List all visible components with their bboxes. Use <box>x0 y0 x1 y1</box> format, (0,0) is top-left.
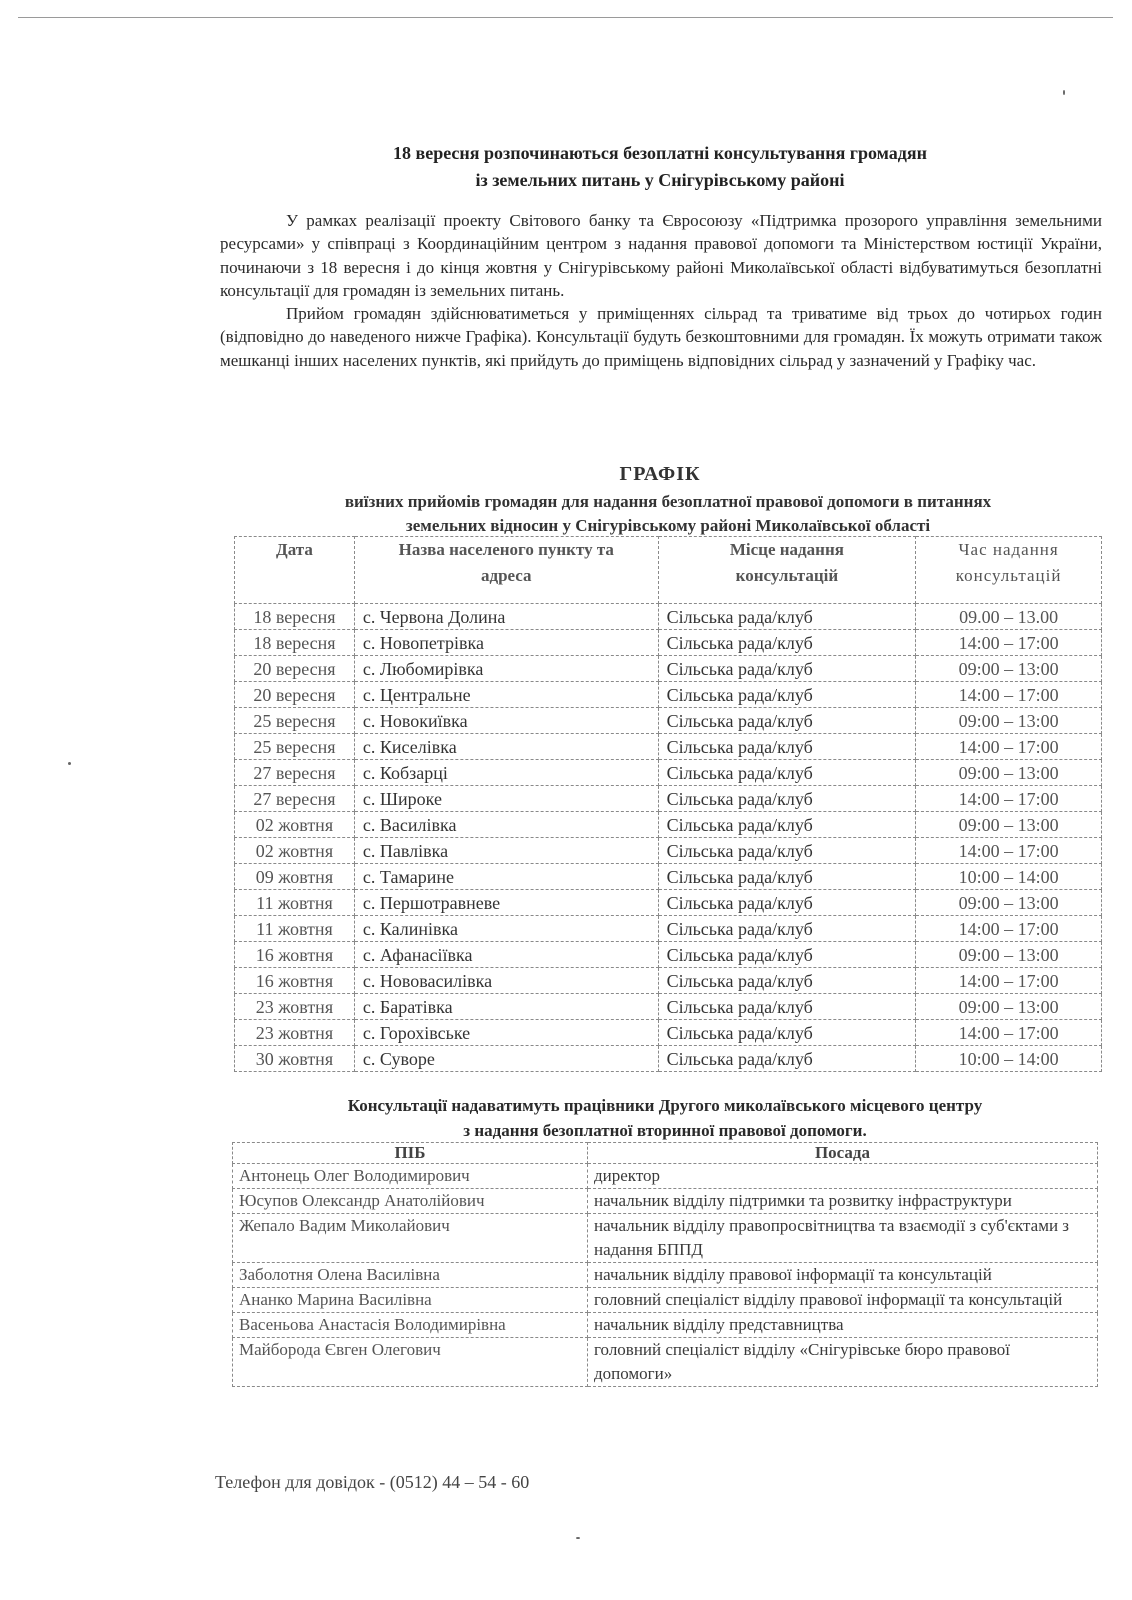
row-venue: Сільська рада/клуб <box>658 968 916 994</box>
row-place: с. Тамарине <box>354 864 658 890</box>
schedule-row <box>235 630 1102 656</box>
row-place: с. Киселівка <box>354 734 658 760</box>
row-venue: Сільська рада/клуб <box>658 630 916 656</box>
row-time: 14:00 – 17:00 <box>916 734 1102 760</box>
title-line-1: 18 вересня розпочинаються безоплатні консультування громадян <box>392 143 927 163</box>
staff-name: Антонець Олег Володимирович <box>233 1164 588 1189</box>
row-date: 20 вересня <box>235 656 355 682</box>
schedule-row <box>235 786 1102 812</box>
schedule-table <box>234 536 1102 1072</box>
schedule-row <box>235 968 1102 994</box>
header-time-line-1: Час надання <box>958 540 1059 559</box>
row-venue: Сільська рада/клуб <box>658 682 916 708</box>
staff-header-row <box>233 1143 1098 1164</box>
schedule-header-row <box>235 537 1102 604</box>
schedule-row <box>235 682 1102 708</box>
schedule-subtitle-line-2: земельних відносин у Снігурівському районі Миколаївської області <box>405 516 931 535</box>
row-place: с. Центральне <box>354 682 658 708</box>
schedule-row <box>235 916 1102 942</box>
header-date <box>235 537 355 604</box>
row-place: с. Кобзарці <box>354 760 658 786</box>
schedule-row <box>235 838 1102 864</box>
row-time: 09:00 – 13:00 <box>916 708 1102 734</box>
row-time: 14:00 – 17:00 <box>916 916 1102 942</box>
schedule-title: ГРАФІК <box>619 463 701 485</box>
header-time <box>916 537 1102 604</box>
schedule-row <box>235 1020 1102 1046</box>
staff-name: Васеньова Анастасія Володимирівна <box>233 1313 588 1338</box>
staff-row <box>233 1313 1098 1338</box>
row-date: 02 жовтня <box>235 838 355 864</box>
staff-table <box>232 1142 1098 1387</box>
header-venue-line-1: Місце надання <box>729 540 844 559</box>
scan-speck <box>1063 90 1065 95</box>
row-date: 11 жовтня <box>235 890 355 916</box>
row-date: 09 жовтня <box>235 864 355 890</box>
row-time: 14:00 – 17:00 <box>916 1020 1102 1046</box>
row-date: 11 жовтня <box>235 916 355 942</box>
staff-position: головний спеціаліст відділу «Снігурівське бюро правової допомоги» <box>588 1338 1098 1387</box>
staff-name: Юсупов Олександр Анатолійович <box>233 1189 588 1214</box>
row-place: с. Суворе <box>354 1046 658 1072</box>
row-place: с. Першотравневе <box>354 890 658 916</box>
row-time: 09:00 – 13:00 <box>916 994 1102 1020</box>
schedule-subtitle-line-1: виїзних прийомів громадян для надання безоплатної правової допомоги в питаннях <box>344 492 992 511</box>
row-venue: Сільська рада/клуб <box>658 838 916 864</box>
staff-name: Жепало Вадим Миколайович <box>233 1214 588 1263</box>
schedule-row <box>235 734 1102 760</box>
row-date: 18 вересня <box>235 630 355 656</box>
row-place: с. Калинівка <box>354 916 658 942</box>
row-venue: Сільська рада/клуб <box>658 942 916 968</box>
staff-body <box>233 1164 1098 1387</box>
row-place: с. Баратівка <box>354 994 658 1020</box>
staff-row <box>233 1263 1098 1288</box>
row-venue: Сільська рада/клуб <box>658 994 916 1020</box>
row-place: с. Афанасіївка <box>354 942 658 968</box>
staff-title-line-1: Консультації надаватимуть працівники Другого миколаївського місцевого центру <box>347 1096 983 1115</box>
header-date-label: Дата <box>276 540 313 559</box>
title-line-2: із земельних питань у Снігурівському районі <box>475 170 845 190</box>
header-time-line-2: консультацій <box>955 566 1062 585</box>
schedule-row <box>235 656 1102 682</box>
row-time: 09:00 – 13:00 <box>916 760 1102 786</box>
row-date: 18 вересня <box>235 604 355 630</box>
row-time: 09.00 – 13.00 <box>916 604 1102 630</box>
row-time: 14:00 – 17:00 <box>916 838 1102 864</box>
row-venue: Сільська рада/клуб <box>658 1046 916 1072</box>
row-time: 09:00 – 13:00 <box>916 942 1102 968</box>
row-venue: Сільська рада/клуб <box>658 786 916 812</box>
row-venue: Сільська рада/клуб <box>658 890 916 916</box>
row-time: 14:00 – 17:00 <box>916 682 1102 708</box>
row-venue: Сільська рада/клуб <box>658 760 916 786</box>
row-venue: Сільська рада/клуб <box>658 916 916 942</box>
row-place: с. Нововасилівка <box>354 968 658 994</box>
staff-row <box>233 1189 1098 1214</box>
row-place: с. Новокиївка <box>354 708 658 734</box>
row-date: 16 жовтня <box>235 968 355 994</box>
scan-speck <box>68 762 71 765</box>
staff-row <box>233 1164 1098 1189</box>
row-venue: Сільська рада/клуб <box>658 812 916 838</box>
row-venue: Сільська рада/клуб <box>658 656 916 682</box>
schedule-row <box>235 1046 1102 1072</box>
staff-row <box>233 1214 1098 1263</box>
row-date: 23 жовтня <box>235 994 355 1020</box>
staff-row <box>233 1338 1098 1387</box>
header-name: ПІБ <box>233 1143 588 1164</box>
document-title <box>220 140 1100 194</box>
row-time: 09:00 – 13:00 <box>916 812 1102 838</box>
schedule-row <box>235 604 1102 630</box>
row-place: с. Любомирівка <box>354 656 658 682</box>
staff-name: Ананко Марина Василівна <box>233 1288 588 1313</box>
row-place: с. Павлівка <box>354 838 658 864</box>
row-date: 30 жовтня <box>235 1046 355 1072</box>
row-date: 25 вересня <box>235 734 355 760</box>
staff-position: начальник відділу правопросвітництва та взаємодії з суб'єктами з надання БППД <box>588 1214 1098 1263</box>
row-date: 25 вересня <box>235 708 355 734</box>
row-venue: Сільська рада/клуб <box>658 864 916 890</box>
schedule-row <box>235 994 1102 1020</box>
body-text <box>220 209 1102 372</box>
row-place: с. Червона Долина <box>354 604 658 630</box>
phone-footer: Телефон для довідок - (0512) 44 – 54 - 60 <box>215 1472 530 1492</box>
row-date: 16 жовтня <box>235 942 355 968</box>
staff-name: Заболотня Олена Василівна <box>233 1263 588 1288</box>
staff-position: начальник відділу підтримки та розвитку інфраструктури <box>588 1189 1098 1214</box>
row-date: 27 вересня <box>235 760 355 786</box>
row-time: 09:00 – 13:00 <box>916 656 1102 682</box>
staff-name: Майборода Євген Олегович <box>233 1338 588 1387</box>
row-time: 14:00 – 17:00 <box>916 630 1102 656</box>
row-venue: Сільська рада/клуб <box>658 708 916 734</box>
schedule-row <box>235 890 1102 916</box>
row-date: 02 жовтня <box>235 812 355 838</box>
row-place: с. Василівка <box>354 812 658 838</box>
header-position: Посада <box>588 1143 1098 1164</box>
row-venue: Сільська рада/клуб <box>658 734 916 760</box>
scan-speck <box>576 1537 580 1539</box>
staff-title-line-2: з надання безоплатної вторинної правової допомоги. <box>463 1121 867 1140</box>
row-place: с. Новопетрівка <box>354 630 658 656</box>
row-date: 23 жовтня <box>235 1020 355 1046</box>
schedule-row <box>235 942 1102 968</box>
row-time: 14:00 – 17:00 <box>916 968 1102 994</box>
row-time: 09:00 – 13:00 <box>916 890 1102 916</box>
row-venue: Сільська рада/клуб <box>658 1020 916 1046</box>
header-place <box>354 537 658 604</box>
row-place: с. Горохівське <box>354 1020 658 1046</box>
paragraph-2: Прийом громадян здійснюватиметься у приміщеннях сільрад та триватиме від трьох до чотирьох годин (відповідно до наведеного нижче Графіка). Консультації будуть безкоштовними для громадян. Їх можуть отримати також мешканці інших населених пунктів, які прийдуть до приміщень відповідних сільрад у зазначений у Графіку час. <box>220 304 1102 370</box>
row-place: с. Широке <box>354 786 658 812</box>
row-date: 20 вересня <box>235 682 355 708</box>
scan-edge-line <box>18 17 1113 18</box>
staff-position: начальник відділу представництва <box>588 1313 1098 1338</box>
header-venue <box>658 537 916 604</box>
schedule-row <box>235 708 1102 734</box>
schedule-row <box>235 760 1102 786</box>
row-time: 10:00 – 14:00 <box>916 864 1102 890</box>
staff-position: головний спеціаліст відділу правової інформації та консультацій <box>588 1288 1098 1313</box>
schedule-body <box>235 604 1102 1072</box>
row-time: 10:00 – 14:00 <box>916 1046 1102 1072</box>
paragraph-1: У рамках реалізації проекту Світового банку та Євросоюзу «Підтримка прозорого управління земельними ресурсами» у співпраці з Координаційним центром з надання правової допомоги та Міністерством юстиції України, починаючи з 18 вересня і до кінця жовтня у Снігурівському районі Миколаївської області відбуватимуться безоплатні консультації для громадян із земельних питань. <box>220 211 1102 300</box>
schedule-row <box>235 864 1102 890</box>
staff-position: начальник відділу правової інформації та консультацій <box>588 1263 1098 1288</box>
staff-row <box>233 1288 1098 1313</box>
header-place-line-1: Назва населеного пункту та <box>398 540 614 559</box>
schedule-row <box>235 812 1102 838</box>
staff-position: директор <box>588 1164 1098 1189</box>
staff-title <box>230 1093 1100 1143</box>
row-venue: Сільська рада/клуб <box>658 604 916 630</box>
header-place-line-2: адреса <box>480 566 532 585</box>
row-date: 27 вересня <box>235 786 355 812</box>
row-time: 14:00 – 17:00 <box>916 786 1102 812</box>
schedule-subtitle <box>236 490 1100 538</box>
header-venue-line-2: консультацій <box>735 566 839 585</box>
